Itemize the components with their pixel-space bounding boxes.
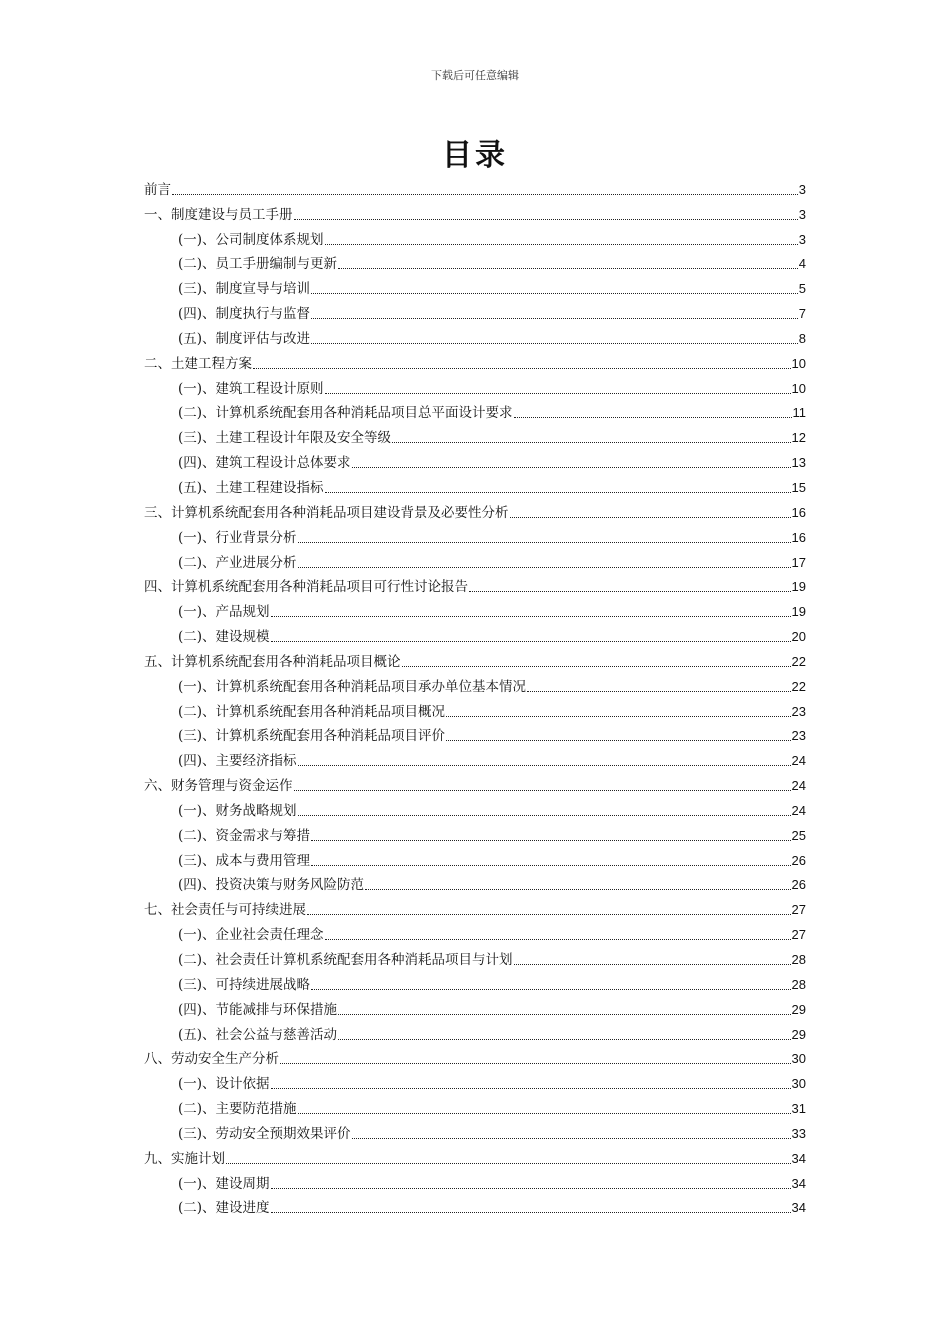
toc-section-entry[interactable] [144, 274, 806, 299]
toc-section-entry[interactable] [144, 1169, 806, 1194]
toc-page-number: 11 [792, 405, 806, 421]
toc-page-number: 3 [798, 231, 806, 247]
toc-entry-label: (四)、主要经济指标 [178, 753, 297, 770]
toc-page-number: 25 [791, 827, 806, 843]
toc-entry-label: 九、实施计划 [144, 1150, 225, 1167]
toc-chapter-entry[interactable] [144, 1045, 806, 1070]
toc-page-number: 28 [791, 976, 806, 992]
toc-entry-label: (一)、财务战略规划 [178, 802, 297, 819]
toc-section-entry[interactable] [144, 597, 806, 622]
toc-entry-label: (二)、产业进展分析 [178, 554, 297, 571]
toc-dot-leader [311, 343, 798, 344]
toc-entry-label: (二)、计算机系统配套用各种消耗品项目概况 [178, 703, 446, 720]
toc-entry-label: (三)、可持续进展战略 [178, 976, 311, 993]
toc-entry-label: (三)、计算机系统配套用各种消耗品项目评价 [178, 728, 446, 745]
toc-entry-label: (一)、设计依据 [178, 1076, 270, 1093]
toc-page-number: 22 [791, 678, 806, 694]
toc-entry-label: (一)、建设周期 [178, 1175, 270, 1192]
toc-entry-label: 三、计算机系统配套用各种消耗品项目建设背景及必要性分析 [144, 504, 509, 521]
toc-page-number: 30 [791, 1051, 806, 1067]
toc-dot-leader [253, 368, 791, 369]
toc-section-entry[interactable] [144, 722, 806, 747]
toc-dot-leader [172, 194, 798, 195]
toc-entry-label: 六、财务管理与资金运作 [144, 778, 293, 795]
toc-page-number: 23 [791, 703, 806, 719]
toc-dot-leader [514, 417, 792, 418]
toc-entry-label: (二)、建设规模 [178, 629, 270, 646]
toc-section-entry[interactable] [144, 399, 806, 424]
toc-dot-leader [446, 716, 790, 717]
toc-chapter-entry[interactable] [144, 200, 806, 225]
toc-page-number: 27 [791, 927, 806, 943]
toc-section-entry[interactable] [144, 746, 806, 771]
toc-section-entry[interactable] [144, 548, 806, 573]
toc-page-number: 16 [791, 529, 806, 545]
toc-entry-label: (二)、员工手册编制与更新 [178, 256, 338, 273]
toc-entry-label: (一)、建筑工程设计原则 [178, 380, 324, 397]
toc-section-entry[interactable] [144, 523, 806, 548]
toc-page-number: 26 [791, 877, 806, 893]
toc-entry-label: (四)、制度执行与监督 [178, 306, 311, 323]
toc-dot-leader [311, 989, 790, 990]
toc-page-number: 10 [791, 380, 806, 396]
toc-page-number: 29 [791, 1026, 806, 1042]
toc-section-entry[interactable] [144, 473, 806, 498]
toc-chapter-entry[interactable] [144, 647, 806, 672]
toc-section-entry[interactable] [144, 225, 806, 250]
toc-dot-leader [298, 815, 791, 816]
toc-section-entry[interactable] [144, 970, 806, 995]
toc-dot-leader [338, 268, 798, 269]
toc-dot-leader [311, 865, 790, 866]
toc-section-entry[interactable] [144, 374, 806, 399]
toc-chapter-entry[interactable] [144, 175, 806, 200]
toc-entry-label: 八、劳动安全生产分析 [144, 1051, 279, 1068]
toc-dot-leader [325, 393, 791, 394]
toc-dot-leader [298, 765, 791, 766]
toc-list [144, 175, 806, 1218]
toc-chapter-entry[interactable] [144, 349, 806, 374]
toc-page-number: 34 [791, 1150, 806, 1166]
toc-entry-label: (四)、建筑工程设计总体要求 [178, 455, 351, 472]
toc-dot-leader [325, 244, 798, 245]
toc-section-entry[interactable] [144, 1020, 806, 1045]
toc-entry-label: 前言 [144, 181, 171, 198]
toc-entry-label: (三)、劳动安全预期效果评价 [178, 1125, 351, 1142]
toc-page-number: 3 [798, 181, 806, 197]
toc-page-number: 4 [798, 256, 806, 272]
toc-page-number: 34 [791, 1175, 806, 1191]
toc-dot-leader [311, 840, 790, 841]
toc-page-number: 26 [791, 852, 806, 868]
toc-section-entry[interactable] [144, 299, 806, 324]
toc-entry-label: 四、计算机系统配套用各种消耗品项目可行性讨论报告 [144, 579, 468, 596]
toc-dot-leader [307, 914, 791, 915]
toc-entry-label: 二、土建工程方案 [144, 355, 252, 372]
toc-entry-label: 七、社会责任与可持续进展 [144, 902, 306, 919]
toc-page-number: 24 [791, 778, 806, 794]
toc-page-number: 22 [791, 653, 806, 669]
toc-dot-leader [352, 467, 791, 468]
toc-section-entry[interactable] [144, 871, 806, 896]
toc-section-entry[interactable] [144, 1119, 806, 1144]
toc-dot-leader [271, 1188, 791, 1189]
toc-page-number: 15 [791, 479, 806, 495]
toc-dot-leader [527, 691, 790, 692]
toc-entry-label: (四)、节能减排与环保措施 [178, 1001, 338, 1018]
toc-entry-label: 五、计算机系统配套用各种消耗品项目概论 [144, 653, 401, 670]
toc-section-entry[interactable] [144, 995, 806, 1020]
toc-entry-label: (二)、主要防范措施 [178, 1101, 297, 1118]
toc-section-entry[interactable] [144, 697, 806, 722]
toc-title: 目录 [442, 138, 508, 173]
toc-dot-leader [338, 1014, 790, 1015]
toc-page-number: 8 [798, 330, 806, 346]
toc-dot-leader [294, 219, 798, 220]
toc-entry-label: (二)、资金需求与筹措 [178, 827, 311, 844]
toc-entry-label: (四)、投资决策与财务风险防范 [178, 877, 365, 894]
toc-entry-label: (五)、社会公益与慈善活动 [178, 1026, 338, 1043]
toc-page-number: 19 [791, 579, 806, 595]
toc-page-number: 3 [798, 206, 806, 222]
toc-entry-label: (三)、制度宣导与培训 [178, 281, 311, 298]
toc-dot-leader [325, 492, 791, 493]
toc-dot-leader [271, 641, 791, 642]
toc-entry-label: (一)、计算机系统配套用各种消耗品项目承办单位基本情况 [178, 678, 527, 695]
toc-entry-label: (二)、计算机系统配套用各种消耗品项目总平面设计要求 [178, 405, 513, 422]
toc-page-number: 24 [791, 802, 806, 818]
toc-entry-label: (五)、土建工程建设指标 [178, 479, 324, 496]
header-note: 下载后可任意编辑 [431, 69, 519, 82]
toc-section-entry[interactable] [144, 945, 806, 970]
toc-section-entry[interactable] [144, 622, 806, 647]
toc-dot-leader [271, 616, 791, 617]
toc-dot-leader [469, 591, 791, 592]
toc-section-entry[interactable] [144, 672, 806, 697]
toc-entry-label: (一)、产品规划 [178, 604, 270, 621]
toc-dot-leader [338, 1039, 790, 1040]
toc-dot-leader [392, 442, 790, 443]
toc-dot-leader [298, 1113, 791, 1114]
toc-page-number: 13 [791, 455, 806, 471]
toc-entry-label: (二)、建设进度 [178, 1200, 270, 1217]
toc-dot-leader [280, 1063, 791, 1064]
toc-page-number: 12 [791, 430, 806, 446]
toc-section-entry[interactable] [144, 448, 806, 473]
toc-section-entry[interactable] [144, 1194, 806, 1219]
toc-page-number: 29 [791, 1001, 806, 1017]
toc-page-number: 10 [791, 355, 806, 371]
toc-page-number: 31 [791, 1101, 806, 1117]
toc-dot-leader [311, 318, 798, 319]
toc-section-entry[interactable] [144, 324, 806, 349]
toc-section-entry[interactable] [144, 821, 806, 846]
toc-entry-label: (三)、土建工程设计年限及安全等级 [178, 430, 392, 447]
toc-section-entry[interactable] [144, 1069, 806, 1094]
toc-entry-label: 一、制度建设与员工手册 [144, 206, 293, 223]
toc-page-number: 20 [791, 629, 806, 645]
toc-page-number: 28 [791, 952, 806, 967]
toc-entry-label: (一)、行业背景分析 [178, 529, 297, 546]
toc-page-number: 16 [791, 504, 806, 520]
toc-chapter-entry[interactable] [144, 771, 806, 796]
toc-dot-leader [510, 517, 791, 518]
toc-dot-leader [446, 740, 790, 741]
toc-dot-leader [226, 1163, 791, 1164]
toc-dot-leader [325, 939, 791, 940]
toc-section-entry[interactable] [144, 250, 806, 275]
toc-section-entry[interactable] [144, 423, 806, 448]
toc-dot-leader [298, 542, 791, 543]
toc-page-number: 27 [791, 902, 806, 918]
toc-chapter-entry[interactable] [144, 498, 806, 523]
toc-dot-leader [365, 889, 790, 890]
toc-entry-label: (五)、制度评估与改进 [178, 330, 311, 347]
toc-page-number: 34 [791, 1200, 806, 1216]
toc-page-number: 30 [791, 1076, 806, 1092]
toc-dot-leader [298, 567, 791, 568]
toc-page-number: 19 [791, 604, 806, 620]
toc-dot-leader [271, 1212, 791, 1213]
toc-entry-label: (一)、公司制度体系规划 [178, 231, 324, 248]
toc-dot-leader [352, 1138, 791, 1139]
toc-section-entry[interactable] [144, 846, 806, 871]
toc-page-number: 24 [791, 753, 806, 769]
toc-entry-label: (一)、企业社会责任理念 [178, 927, 324, 944]
toc-page-number: 17 [791, 554, 806, 570]
toc-page-number: 33 [791, 1125, 806, 1141]
toc-dot-leader [514, 964, 791, 965]
toc-dot-leader [402, 666, 791, 667]
toc-chapter-entry[interactable] [144, 573, 806, 598]
toc-section-entry[interactable] [144, 920, 806, 945]
toc-page-number: 7 [798, 306, 806, 322]
toc-entry-label: (三)、成本与费用管理 [178, 852, 311, 869]
toc-section-entry[interactable] [144, 796, 806, 821]
toc-page-number: 5 [798, 281, 806, 297]
toc-chapter-entry[interactable] [144, 1144, 806, 1169]
toc-dot-leader [311, 293, 798, 294]
toc-chapter-entry[interactable] [144, 895, 806, 920]
toc-section-entry[interactable] [144, 1094, 806, 1119]
toc-page-number: 23 [791, 728, 806, 744]
toc-entry-label: (二)、社会责任计算机系统配套用各种消耗品项目与计划 [178, 952, 513, 968]
toc-dot-leader [294, 790, 791, 791]
toc-dot-leader [271, 1088, 791, 1089]
